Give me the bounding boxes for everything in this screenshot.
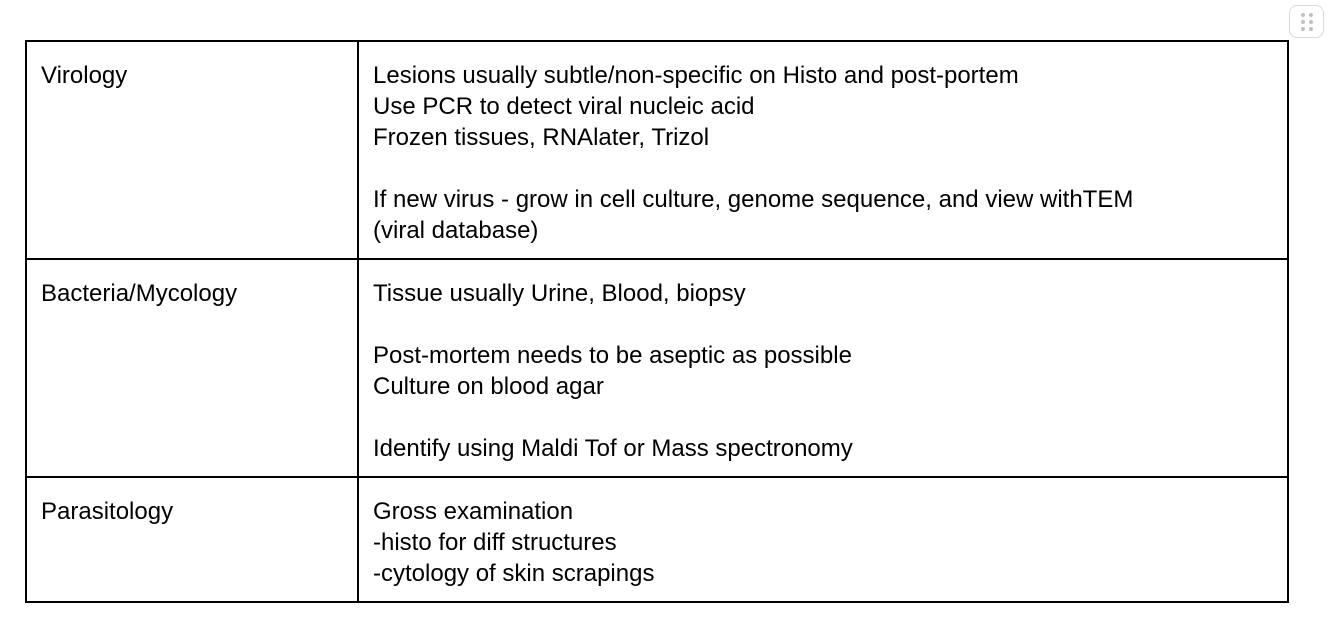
description-cell[interactable]	[358, 41, 1288, 259]
description-line: -histo for diff structures	[373, 529, 617, 556]
description-line: Post-mortem needs to be aseptic as possible	[373, 342, 852, 369]
description-cell[interactable]	[358, 477, 1288, 602]
table-row-parasitology	[26, 477, 1288, 602]
category-cell[interactable]	[26, 477, 358, 602]
drag-handle-icon	[1300, 12, 1314, 32]
description-line: Culture on blood agar	[373, 373, 604, 400]
description-line: (viral database)	[373, 217, 539, 244]
category-cell[interactable]	[26, 259, 358, 477]
table-row-virology	[26, 41, 1288, 259]
table-row-bacteria-mycology	[26, 259, 1288, 477]
description-line: Tissue usually Urine, Blood, biopsy	[373, 280, 746, 307]
document-table	[25, 40, 1289, 603]
category-label: Virology	[41, 62, 128, 89]
description-line: -cytology of skin scrapings	[373, 560, 655, 587]
description-cell[interactable]	[358, 259, 1288, 477]
description-line: Gross examination	[373, 498, 574, 525]
category-label: Bacteria/Mycology	[41, 280, 238, 307]
category-label: Parasitology	[41, 498, 174, 525]
description-line: Use PCR to detect viral nucleic acid	[373, 93, 755, 120]
description-line: If new virus - grow in cell culture, genome sequence, and view withTEM	[373, 186, 1134, 213]
description-line: Frozen tissues, RNAlater, Trizol	[373, 124, 710, 151]
table-drag-handle-button[interactable]	[1289, 5, 1324, 38]
description-line: Lesions usually subtle/non-specific on Histo and post-portem	[373, 62, 1019, 89]
blank-line	[373, 309, 1273, 340]
category-cell[interactable]	[26, 41, 358, 259]
blank-line	[373, 402, 1273, 433]
description-line: Identify using Maldi Tof or Mass spectronomy	[373, 435, 853, 462]
blank-line	[373, 153, 1273, 184]
